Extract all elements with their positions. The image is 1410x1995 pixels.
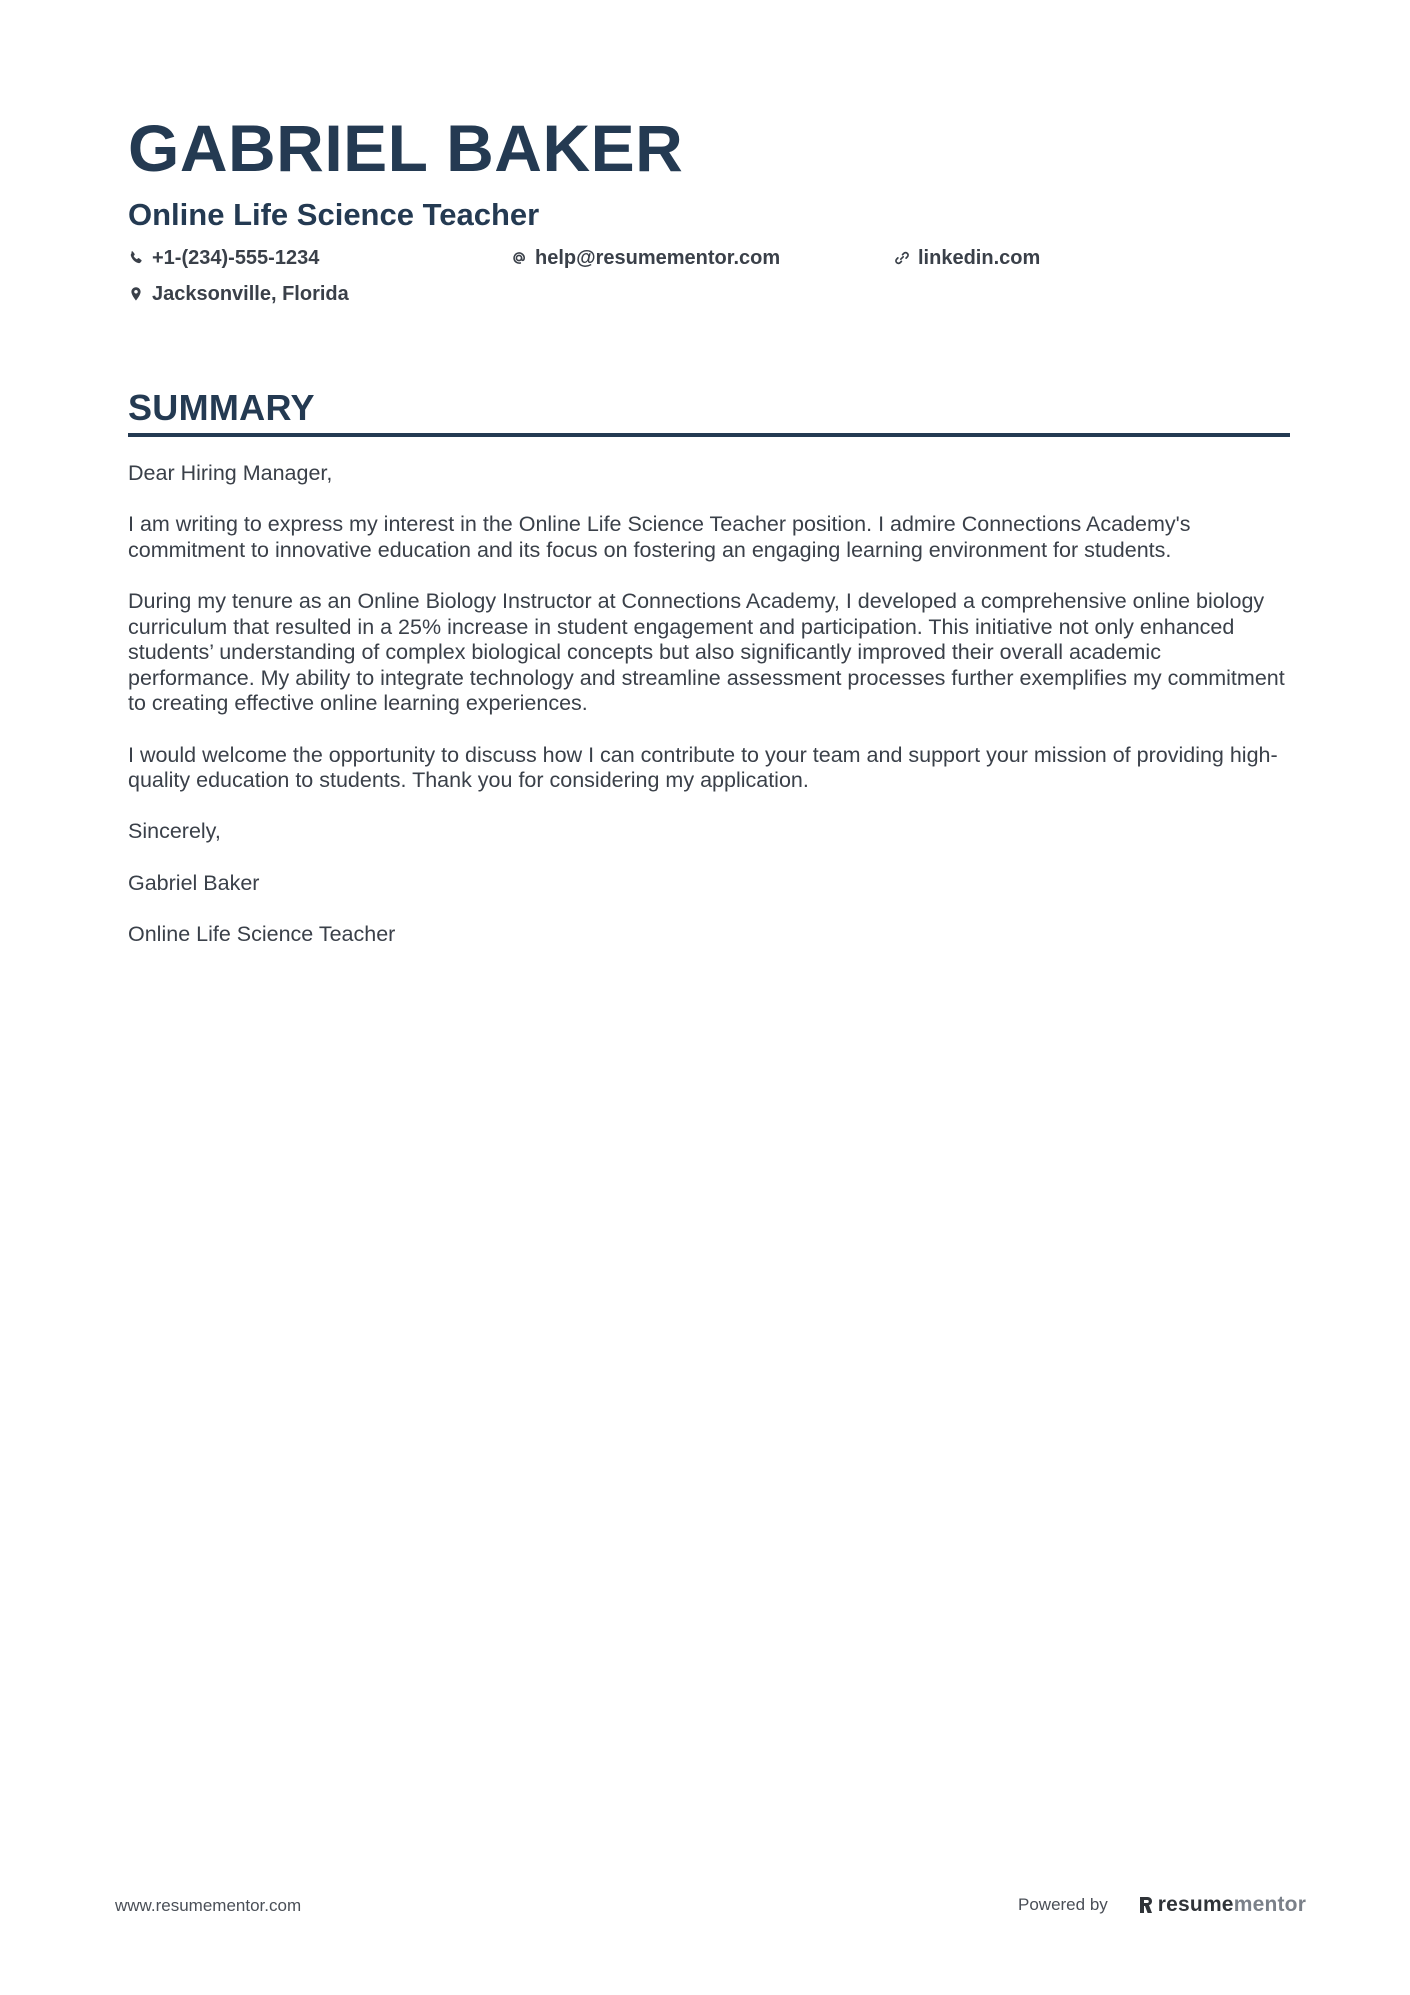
phone-text: +1-(234)-555-1234 (152, 247, 320, 269)
letter-paragraph: During my tenure as an Online Biology Instructor at Connections Academy, I developed a comprehensive online biology curriculum that resulted in a 25% increase in student engagement and participation. This initiative not only enhanced students’ understanding of complex biological concepts but also significantly improved their overall academic performance. My ability to integrate technology and streamline assessment processes further exemplifies my commitment to creating effective online learning experiences. (128, 588, 1285, 716)
website-text: linkedin.com (918, 247, 1041, 269)
section-divider (128, 433, 1290, 437)
signature-name: Gabriel Baker (128, 870, 260, 895)
candidate-name: GABRIEL BAKER (128, 111, 684, 185)
brand-text-mentor: mentor (1233, 1893, 1307, 1916)
powered-by-label: Powered by (1018, 1895, 1108, 1914)
contact-location (128, 280, 511, 308)
closing: Sincerely, (128, 819, 221, 844)
contact-website[interactable] (894, 244, 1277, 272)
letter-paragraph: I am writing to express my interest in the Online Life Science Teacher position. I admire Connections Academy's commitment to innovative education and its focus on fostering an engaging learning environment for students. (128, 512, 1191, 562)
phone-icon (128, 250, 144, 266)
location-text: Jacksonville, Florida (152, 283, 349, 305)
letter-paragraph: I would welcome the opportunity to discuss how I can contribute to your team and support your mission of providing high-quality education to students. Thank you for considering my application. (128, 742, 1278, 793)
salutation: Dear Hiring Manager, (128, 461, 333, 485)
signature-title: Online Life Science Teacher (128, 921, 396, 946)
location-pin-icon (128, 286, 144, 302)
footer-branding (1018, 1891, 1306, 1919)
footer-website-link[interactable]: www.resumementor.com (115, 1896, 302, 1915)
summary-section (128, 385, 1290, 973)
letter-body (128, 461, 1290, 947)
resumementor-logo-icon (1138, 1895, 1154, 1915)
resumementor-logo[interactable] (1138, 1893, 1306, 1917)
link-icon (894, 250, 910, 266)
header (128, 110, 1288, 308)
job-title: Online Life Science Teacher (128, 197, 540, 232)
at-sign-icon (511, 250, 527, 266)
section-title: SUMMARY (128, 387, 315, 428)
contact-list (128, 244, 1288, 308)
brand-text-resume: resume (1157, 1893, 1234, 1916)
email-text: help@resumementor.com (535, 247, 781, 269)
contact-phone (128, 244, 511, 272)
contact-email[interactable] (511, 244, 894, 272)
